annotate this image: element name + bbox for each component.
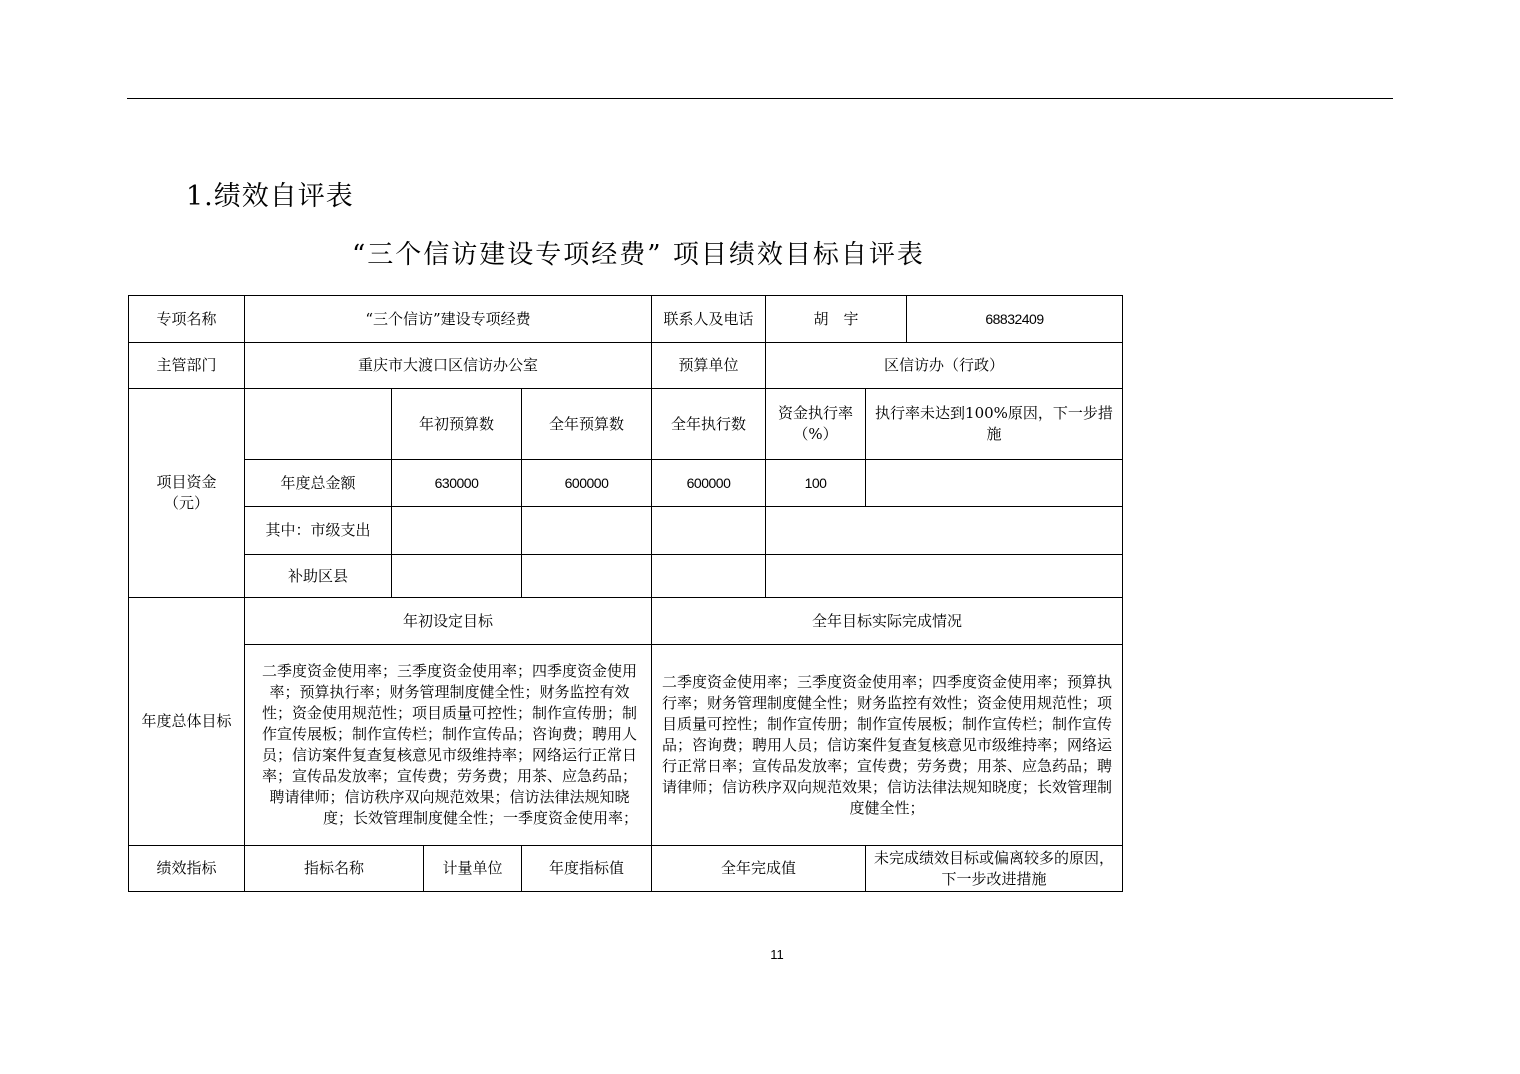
table-row (129, 460, 1123, 507)
table-row (129, 846, 1123, 892)
funds-annual-value (522, 507, 652, 555)
dept-value: 重庆市大渡口区信访办公室 (245, 343, 652, 389)
header-rule (127, 98, 1393, 99)
exec-rate-header-text: 资金执行率（%） (777, 404, 853, 443)
funds-annual-value: 600000 (522, 460, 652, 507)
funds-row-label: 补助区县 (245, 555, 392, 598)
annual-goals-label: 年度总体目标 (129, 598, 245, 846)
page-number: 11 (770, 947, 784, 962)
funds-exec-value (652, 507, 766, 555)
funds-label-text: 项目资金（元） (156, 473, 217, 512)
indicator-name-header: 指标名称 (245, 846, 424, 892)
contact-phone: 68832409 (907, 296, 1123, 343)
funds-initial-value: 630000 (392, 460, 522, 507)
dept-label: 主管部门 (129, 343, 245, 389)
indicator-completed-header: 全年完成值 (652, 846, 866, 892)
table-row (129, 598, 1123, 645)
table-row (129, 645, 1123, 846)
table-row (129, 389, 1123, 460)
table-row (129, 343, 1123, 389)
indicator-reason-header: 未完成绩效目标或偏离较多的原因，下一步改进措施 (866, 846, 1123, 892)
funds-merged-blank (766, 507, 1123, 555)
initial-budget-header: 年初预算数 (392, 389, 522, 460)
actual-goals-header: 全年目标实际完成情况 (652, 598, 1123, 645)
funds-initial-value (392, 555, 522, 598)
indicator-unit-header: 计量单位 (424, 846, 522, 892)
document-title: “三个信访建设专项经费” 项目绩效目标自评表 (352, 240, 925, 270)
table-row (129, 296, 1123, 343)
annual-exec-header: 全年执行数 (652, 389, 766, 460)
table-row (129, 555, 1123, 598)
funds-merged-blank (766, 555, 1123, 598)
contact-label: 联系人及电话 (652, 296, 766, 343)
exec-rate-header (766, 389, 866, 460)
funds-row-label: 其中：市级支出 (245, 507, 392, 555)
actual-goals-text: 二季度资金使用率；三季度资金使用率；四季度资金使用率；预算执行率；财务管理制度健全性；财务监控有效性；资金使用规范性；项目质量可控性；制作宣传册；制作宣传展板；制作宣传栏；制作宣传品；咨询费；聘用人员；信访案件复查复核意见市级维持率；网络运行正常日率；宣传品发放率；宣传费；劳务费；用茶、应急药品；聘请律师；信访秩序双向规范效果；信访法律法规知晓度；长效管理制度健全性； (652, 645, 1123, 846)
indicator-annual-value-header: 年度指标值 (522, 846, 652, 892)
project-name-label: 专项名称 (129, 296, 245, 343)
set-goals-header: 年初设定目标 (245, 598, 652, 645)
funds-exec-value (652, 555, 766, 598)
indicators-label: 绩效指标 (129, 846, 245, 892)
funds-header-blank (245, 389, 392, 460)
project-name-value: “三个信访”建设专项经费 (245, 296, 652, 343)
funds-reason-value (866, 460, 1123, 507)
table-row (129, 507, 1123, 555)
reason-header: 执行率未达到100%原因，下一步措施 (866, 389, 1123, 460)
budget-unit-label: 预算单位 (652, 343, 766, 389)
funds-annual-value (522, 555, 652, 598)
budget-unit-value: 区信访办（行政） (766, 343, 1123, 389)
evaluation-table (128, 295, 1123, 892)
set-goals-text: 二季度资金使用率；三季度资金使用率；四季度资金使用率；预算执行率；财务管理制度健全性；财务监控有效性；资金使用规范性；项目质量可控性；制作宣传册；制作宣传展板；制作宣传栏；制作宣传品；咨询费；聘用人员；信访案件复查复核意见市级维持率；网络运行正常日率；宣传品发放率；宣传费；劳务费；用茶、应急药品；聘请律师；信访秩序双向规范效果；信访法律法规知晓度；长效管理制度健全性；一季度资金使用率； (245, 645, 652, 846)
annual-budget-header: 全年预算数 (522, 389, 652, 460)
funds-label (129, 389, 245, 598)
funds-initial-value (392, 507, 522, 555)
funds-rate-value: 100 (766, 460, 866, 507)
contact-name: 胡 宇 (766, 296, 907, 343)
funds-exec-value: 600000 (652, 460, 766, 507)
funds-row-label: 年度总金额 (245, 460, 392, 507)
section-title: 1.绩效自评表 (186, 181, 354, 212)
